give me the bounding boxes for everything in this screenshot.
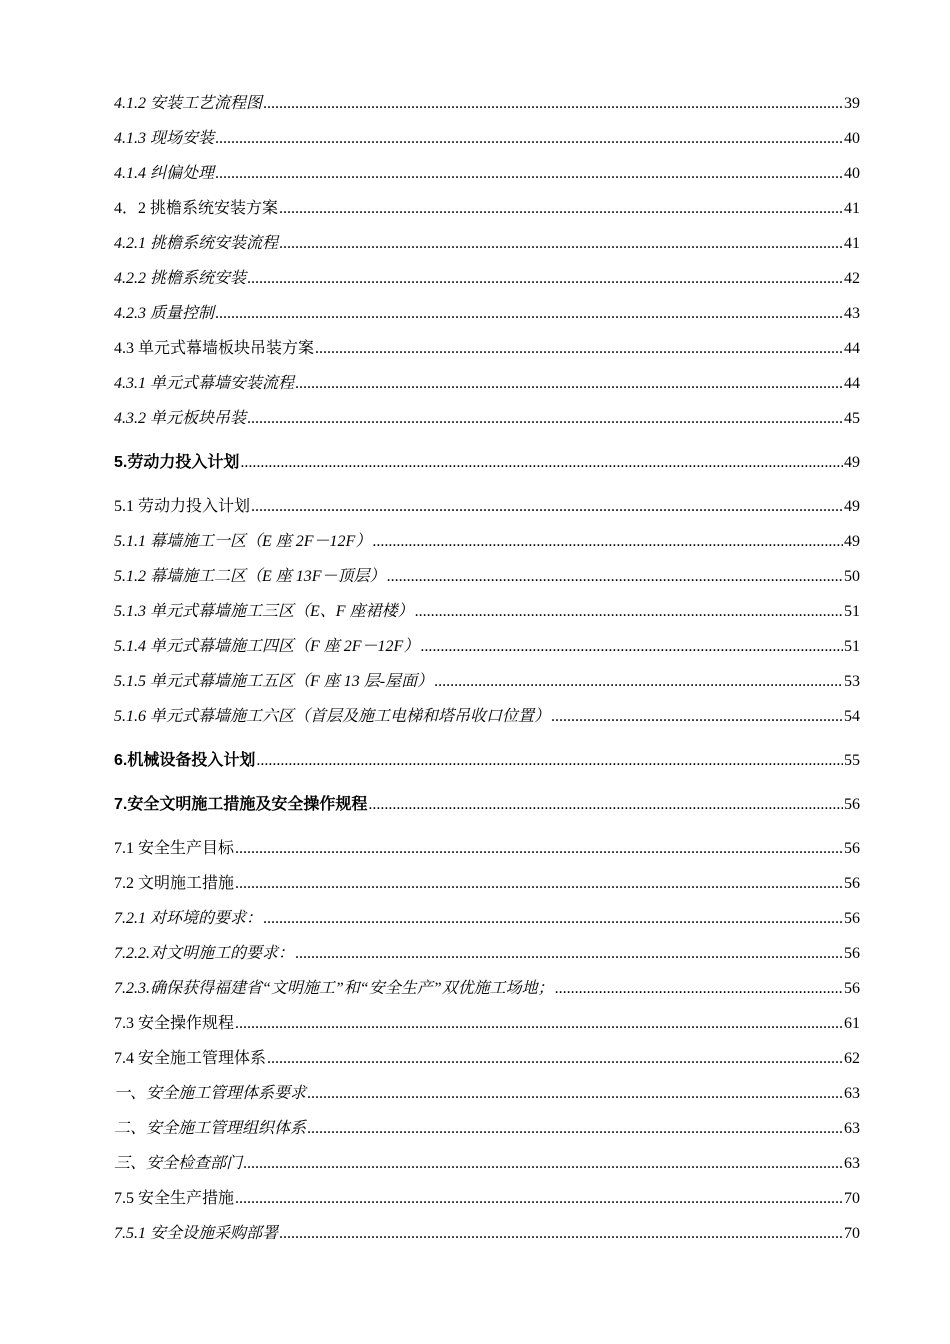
toc-entry-title: 5.1.4 单元式幕墙施工四区（F 座 2F－12F） [114, 638, 420, 655]
toc-entry[interactable] [114, 831, 860, 866]
toc-dot-leader [315, 331, 843, 366]
toc-page-number: 49 [844, 454, 860, 471]
toc-page-number: 56 [844, 980, 860, 997]
toc-entry[interactable] [114, 1181, 860, 1216]
toc-page-number: 63 [844, 1085, 860, 1102]
toc-page-number: 41 [844, 200, 860, 217]
toc-dot-leader [551, 699, 843, 734]
toc-page-number: 56 [844, 910, 860, 927]
toc-page-number: 56 [844, 945, 860, 962]
toc-entry-title: 5.1.2 幕墙施工二区（E 座 13F－顶层） [114, 568, 386, 585]
toc-entry-title: 5.1.6 单元式幕墙施工六区（首层及施工电梯和塔吊收口位置） [114, 708, 551, 725]
toc-dot-leader [295, 366, 843, 401]
toc-page-number: 40 [844, 130, 860, 147]
toc-entry[interactable] [114, 331, 860, 366]
toc-page-number: 51 [844, 638, 860, 655]
toc-page-number: 56 [844, 840, 860, 857]
toc-entry-title: 7.2.2.对文明施工的要求： [114, 945, 295, 962]
toc-dot-leader [387, 559, 843, 594]
toc-dot-leader [247, 401, 843, 436]
toc-entry-title: 4.3 单元式幕墙板块吊装方案 [114, 340, 315, 357]
table-of-contents [114, 86, 860, 1251]
toc-page-number: 51 [844, 603, 860, 620]
toc-dot-leader [307, 1076, 843, 1111]
toc-dot-leader [307, 1111, 843, 1146]
toc-chapter-entry[interactable] [114, 743, 860, 778]
toc-page-number: 70 [844, 1190, 860, 1207]
toc-page-number: 49 [844, 498, 860, 515]
toc-dot-leader [263, 86, 843, 121]
toc-entry-title: 7.安全文明施工措施及安全操作规程 [114, 796, 368, 813]
toc-page-number: 45 [844, 410, 860, 427]
toc-entry[interactable] [114, 191, 860, 226]
toc-entry-title: 4.1.3 现场安装 [114, 130, 215, 147]
toc-entry-title: 三、安全检查部门 [114, 1155, 243, 1172]
toc-page-number: 42 [844, 270, 860, 287]
toc-entry-title: 4.3.1 单元式幕墙安装流程 [114, 375, 295, 392]
toc-dot-leader [372, 524, 843, 559]
toc-page-number: 70 [844, 1225, 860, 1242]
toc-entry-title: 5.1.5 单元式幕墙施工五区（F 座 13 层-屋面） [114, 673, 434, 690]
toc-dot-leader [215, 156, 843, 191]
toc-entry[interactable] [114, 1076, 860, 1111]
toc-entry-title: 7.2 文明施工措施 [114, 875, 235, 892]
toc-page-number: 53 [844, 673, 860, 690]
toc-entry[interactable] [114, 261, 860, 296]
toc-entry-title: 4.3.2 单元板块吊装 [114, 410, 247, 427]
toc-page-number: 44 [844, 340, 860, 357]
toc-page-number: 49 [844, 533, 860, 550]
toc-page-number: 63 [844, 1120, 860, 1137]
toc-entry[interactable] [114, 901, 860, 936]
toc-entry-title: 4.2.3 质量控制 [114, 305, 215, 322]
toc-page-number: 61 [844, 1015, 860, 1032]
toc-entry-title: 4.1.2 安装工艺流程图 [114, 95, 263, 112]
toc-entry-title: 7.3 安全操作规程 [114, 1015, 235, 1032]
toc-page-number: 44 [844, 375, 860, 392]
toc-entry-title: 4.2.2 挑檐系统安装 [114, 270, 247, 287]
toc-entry-title: 5.1.1 幕墙施工一区（E 座 2F－12F） [114, 533, 372, 550]
toc-dot-leader [240, 445, 843, 480]
toc-dot-leader [235, 866, 843, 901]
toc-dot-leader [263, 901, 843, 936]
toc-dot-leader [267, 1041, 843, 1076]
toc-dot-leader [415, 594, 843, 629]
toc-dot-leader [215, 121, 843, 156]
toc-dot-leader [279, 1216, 843, 1251]
toc-dot-leader [247, 261, 843, 296]
toc-dot-leader [295, 936, 843, 971]
toc-entry[interactable] [114, 156, 860, 191]
toc-page-number: 50 [844, 568, 860, 585]
toc-entry-title: 7.2.1 对环境的要求： [114, 910, 263, 927]
toc-entry-title: 6.机械设备投入计划 [114, 752, 256, 769]
toc-entry[interactable] [114, 629, 860, 664]
toc-entry-title: 4．2 挑檐系统安装方案 [114, 200, 279, 217]
toc-dot-leader [256, 743, 843, 778]
toc-entry[interactable] [114, 866, 860, 901]
toc-page-number: 39 [844, 95, 860, 112]
toc-chapter-entry[interactable] [114, 787, 860, 822]
toc-entry[interactable] [114, 524, 860, 559]
toc-entry[interactable] [114, 594, 860, 629]
toc-entry[interactable] [114, 401, 860, 436]
toc-entry-title: 5.1 劳动力投入计划 [114, 498, 251, 515]
toc-entry[interactable] [114, 664, 860, 699]
toc-dot-leader [368, 787, 843, 822]
toc-dot-leader [434, 664, 843, 699]
toc-page-number: 40 [844, 165, 860, 182]
toc-dot-leader [235, 1006, 843, 1041]
toc-page-number: 62 [844, 1050, 860, 1067]
toc-entry-title: 7.1 安全生产目标 [114, 840, 235, 857]
toc-dot-leader [251, 489, 843, 524]
toc-dot-leader [235, 1181, 843, 1216]
toc-page-number: 56 [844, 796, 860, 813]
toc-page-number: 55 [844, 752, 860, 769]
toc-entry[interactable] [114, 489, 860, 524]
toc-dot-leader [555, 971, 843, 1006]
toc-entry[interactable] [114, 1111, 860, 1146]
toc-entry[interactable] [114, 121, 860, 156]
toc-entry[interactable] [114, 1146, 860, 1181]
toc-entry-title: 7.5.1 安全设施采购部署 [114, 1225, 279, 1242]
toc-entry[interactable] [114, 559, 860, 594]
toc-entry-title: 一、安全施工管理体系要求 [114, 1085, 307, 1102]
toc-entry[interactable] [114, 366, 860, 401]
toc-entry-title: 7.5 安全生产措施 [114, 1190, 235, 1207]
toc-entry-title: 二、安全施工管理组织体系 [114, 1120, 307, 1137]
toc-page-number: 43 [844, 305, 860, 322]
toc-dot-leader [243, 1146, 843, 1181]
toc-entry[interactable] [114, 971, 860, 1006]
toc-dot-leader [215, 296, 843, 331]
toc-entry[interactable] [114, 86, 860, 121]
toc-dot-leader [420, 629, 843, 664]
toc-entry[interactable] [114, 1006, 860, 1041]
toc-entry[interactable] [114, 1041, 860, 1076]
toc-entry-title: 7.4 安全施工管理体系 [114, 1050, 267, 1067]
toc-entry-title: 5.劳动力投入计划 [114, 454, 240, 471]
toc-entry[interactable] [114, 699, 860, 734]
toc-entry[interactable] [114, 1216, 860, 1251]
toc-entry-title: 4.2.1 挑檐系统安装流程 [114, 235, 279, 252]
toc-dot-leader [279, 191, 843, 226]
toc-entry-title: 4.1.4 纠偏处理 [114, 165, 215, 182]
toc-page-number: 56 [844, 875, 860, 892]
toc-entry-title: 7.2.3.确保获得福建省“文明施工”和“安全生产”双优施工场地； [114, 980, 554, 997]
toc-dot-leader [279, 226, 843, 261]
toc-dot-leader [235, 831, 843, 866]
toc-page-number: 41 [844, 235, 860, 252]
toc-page-number: 63 [844, 1155, 860, 1172]
toc-entry[interactable] [114, 226, 860, 261]
toc-page-number: 54 [844, 708, 860, 725]
toc-entry-title: 5.1.3 单元式幕墙施工三区（E、F 座裙楼） [114, 603, 414, 620]
toc-chapter-entry[interactable] [114, 445, 860, 480]
toc-entry[interactable] [114, 296, 860, 331]
toc-entry[interactable] [114, 936, 860, 971]
